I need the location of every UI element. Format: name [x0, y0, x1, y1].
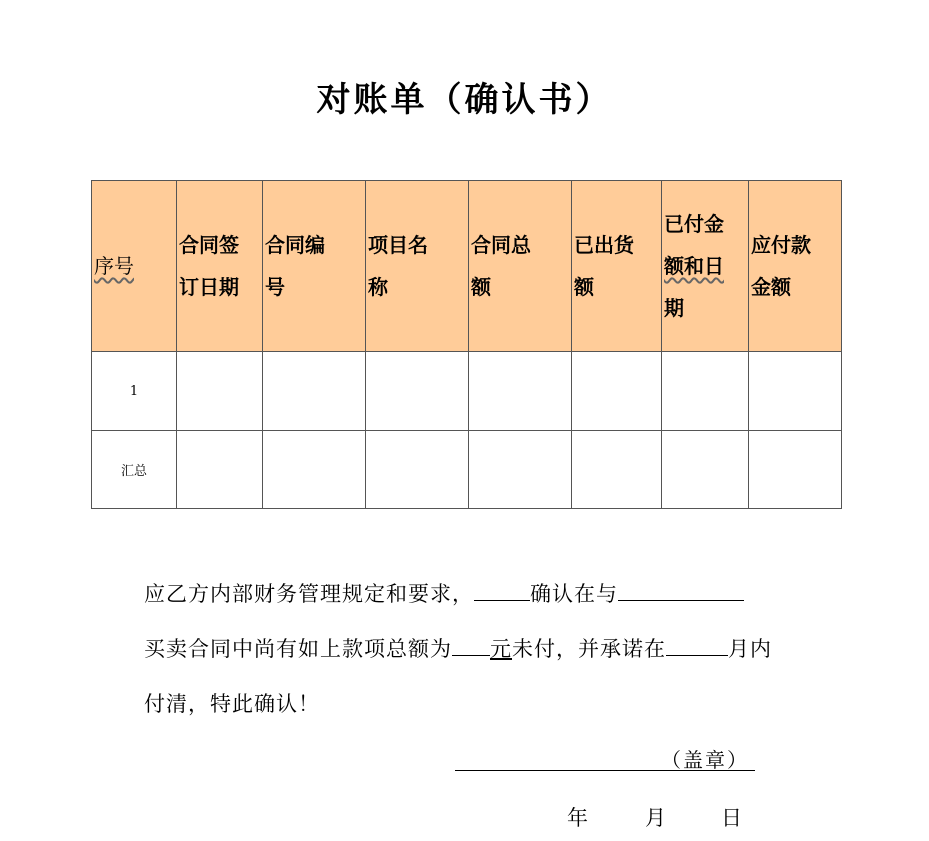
- date-day: 日: [721, 806, 742, 830]
- header-cell-serial: 序号: [92, 181, 177, 352]
- table-cell: [662, 352, 749, 431]
- table-cell: [469, 352, 572, 431]
- document-title: 对账单（确认书）: [316, 80, 613, 120]
- blank-amount: [452, 633, 490, 656]
- table-cell: [366, 352, 469, 431]
- table-row: [92, 352, 842, 431]
- header-cell-paid-amount-date: 已付金 额和日 期: [662, 181, 749, 352]
- table-cell: [662, 431, 749, 509]
- reconciliation-table: [91, 180, 842, 509]
- blank-party-name: [474, 578, 530, 601]
- blank-counterparty: [618, 578, 744, 601]
- header-cell-project-name: 项目名 称: [366, 181, 469, 352]
- table-cell: [366, 431, 469, 509]
- table-row: [92, 431, 842, 509]
- table-cell: [749, 352, 842, 431]
- body-line-2: 买卖合同中尚有如上款项总额为 元未付，并承诺在 月内: [144, 633, 844, 663]
- table-header-row: [92, 181, 842, 352]
- table-cell: [749, 431, 842, 509]
- date-month: 月: [645, 806, 666, 830]
- table-cell: [469, 431, 572, 509]
- body-line-1: 应乙方内部财务管理规定和要求， 确认在与: [144, 578, 844, 608]
- blank-month: [666, 633, 728, 656]
- header-cell-payable-amount: 应付款 金额: [749, 181, 842, 352]
- header-cell-shipped-amount: 已出货 额: [572, 181, 662, 352]
- seal-line: [455, 742, 755, 771]
- table-cell: [177, 431, 263, 509]
- date-year: 年: [567, 806, 588, 830]
- table-cell: [572, 352, 662, 431]
- table-cell: [572, 431, 662, 509]
- table-cell: [263, 352, 366, 431]
- header-cell-contract-no: 合同编 号: [263, 181, 366, 352]
- header-cell-contract-total: 合同总 额: [469, 181, 572, 352]
- seal-label: （盖章）: [661, 748, 749, 772]
- table-cell: [263, 431, 366, 509]
- row-label: 1: [92, 352, 177, 431]
- row-label: 汇总: [92, 431, 177, 509]
- header-cell-sign-date: 合同签 订日期: [177, 181, 263, 352]
- table-cell: [177, 352, 263, 431]
- body-line-3: 付清，特此确认！: [144, 692, 320, 716]
